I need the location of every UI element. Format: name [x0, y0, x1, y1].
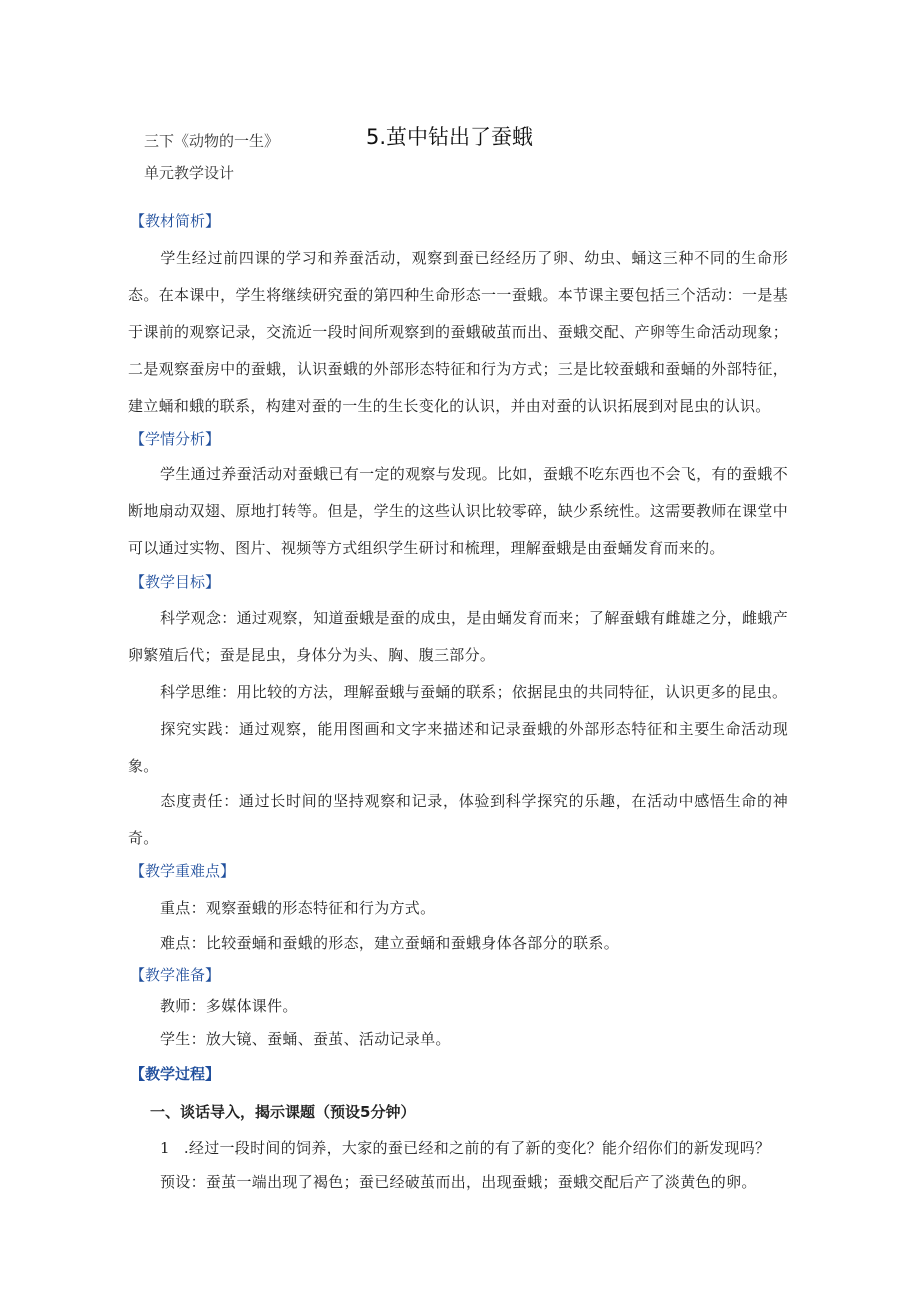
goal-concept [128, 600, 788, 674]
prep-teacher: 教师：多媒体课件。 [160, 997, 298, 1015]
preset-answer: 预设：蚕茧一端出现了褐色；蚕已经破茧而出，出现蚕蛾；蚕蛾交配后产了淡黄色的卵。 [160, 1173, 757, 1191]
section-heading-prep: 【教学准备】 [130, 966, 221, 984]
goal-thinking [128, 674, 788, 711]
goal-practice-text: 探究实践：通过观察，能用图画和文字来描述和记录蚕蛾的外部形态特征和主要生命活动现象。 [128, 720, 788, 775]
prep-student: 学生：放大镜、蚕蛹、蚕茧、活动记录单。 [160, 1030, 451, 1048]
section-heading-keypoints: 【教学重难点】 [130, 862, 236, 880]
section-heading-material: 【教材简析】 [130, 212, 221, 230]
goal-attitude-text: 态度责任：通过长时间的坚持观察和记录，体验到科学探究的乐趣，在活动中感悟生命的神奇。 [128, 792, 788, 847]
material-text: 学生经过前四课的学习和养蚕活动，观察到蚕已经经历了卵、幼虫、蛹这三种不同的生命形态。在本课中，学生将继续研究蚕的第四种生命形态一一蚕蛾。本节课主要包括三个活动：一是基于课前的观察记录，交流近一段时间所观察到的蚕蛾破茧而出、蚕蛾交配、产卵等生命活动现象；二是观察蚕房中的蚕蛾，认识蚕蛾的外部形态特征和行为方式；三是比较蚕蛾和蚕蛹的外部特征，建立蛹和蛾的联系，构建对蚕的一生的生长变化的认识，并由对蚕的认识拓展到对昆虫的认识。 [128, 249, 788, 415]
question-1 [160, 1137, 770, 1158]
grade-unit-label: 三下《动物的一生》 [144, 132, 280, 150]
goal-practice [128, 711, 788, 785]
goal-attitude [128, 783, 788, 857]
students-text: 学生通过养蚕活动对蚕蛾已有一定的观察与发现。比如，蚕蛾不吃东西也不会飞，有的蚕蛾不断地扇动双翅、原地打转等。但是，学生的这些认识比较零碎，缺少系统性。这需要教师在课堂中可以通过实物、图片、视频等方式组织学生研讨和梳理，理解蚕蛾是由蚕蛹发育而来的。 [128, 465, 788, 557]
students-paragraph [128, 456, 788, 567]
step1-title: 一、谈话导入，揭示课题（预设5分钟） [150, 1103, 416, 1121]
question-1-text: .经过一段时间的饲养，大家的蚕已经和之前的有了新的变化？能介绍你们的新发现吗？ [183, 1139, 771, 1157]
section-heading-process: 【教学过程】 [130, 1065, 221, 1083]
goal-concept-text: 科学观念：通过观察，知道蚕蛾是蚕的成虫，是由蛹发育而来；了解蚕蛾有雌雄之分，雌蛾产卵繁殖后代；蚕是昆虫，身体分为头、胸、腹三部分。 [128, 609, 788, 664]
key-point: 重点：观察蚕蛾的形态特征和行为方式。 [160, 899, 436, 917]
section-heading-students: 【学情分析】 [130, 430, 221, 448]
design-label: 单元教学设计 [144, 164, 235, 182]
material-paragraph [128, 240, 788, 425]
section-heading-goals: 【教学目标】 [130, 573, 221, 591]
question-1-number: 1 [160, 1139, 170, 1157]
goal-thinking-text: 科学思维：用比较的方法，理解蚕蛾与蚕蛹的联系；依据昆虫的共同特征，认识更多的昆虫。 [160, 683, 788, 701]
difficult-point: 难点：比较蚕蛹和蚕蛾的形态，建立蚕蛹和蚕蛾身体各部分的联系。 [160, 934, 620, 952]
lesson-title: 5.茧中钻出了蚕蛾 [366, 125, 534, 149]
